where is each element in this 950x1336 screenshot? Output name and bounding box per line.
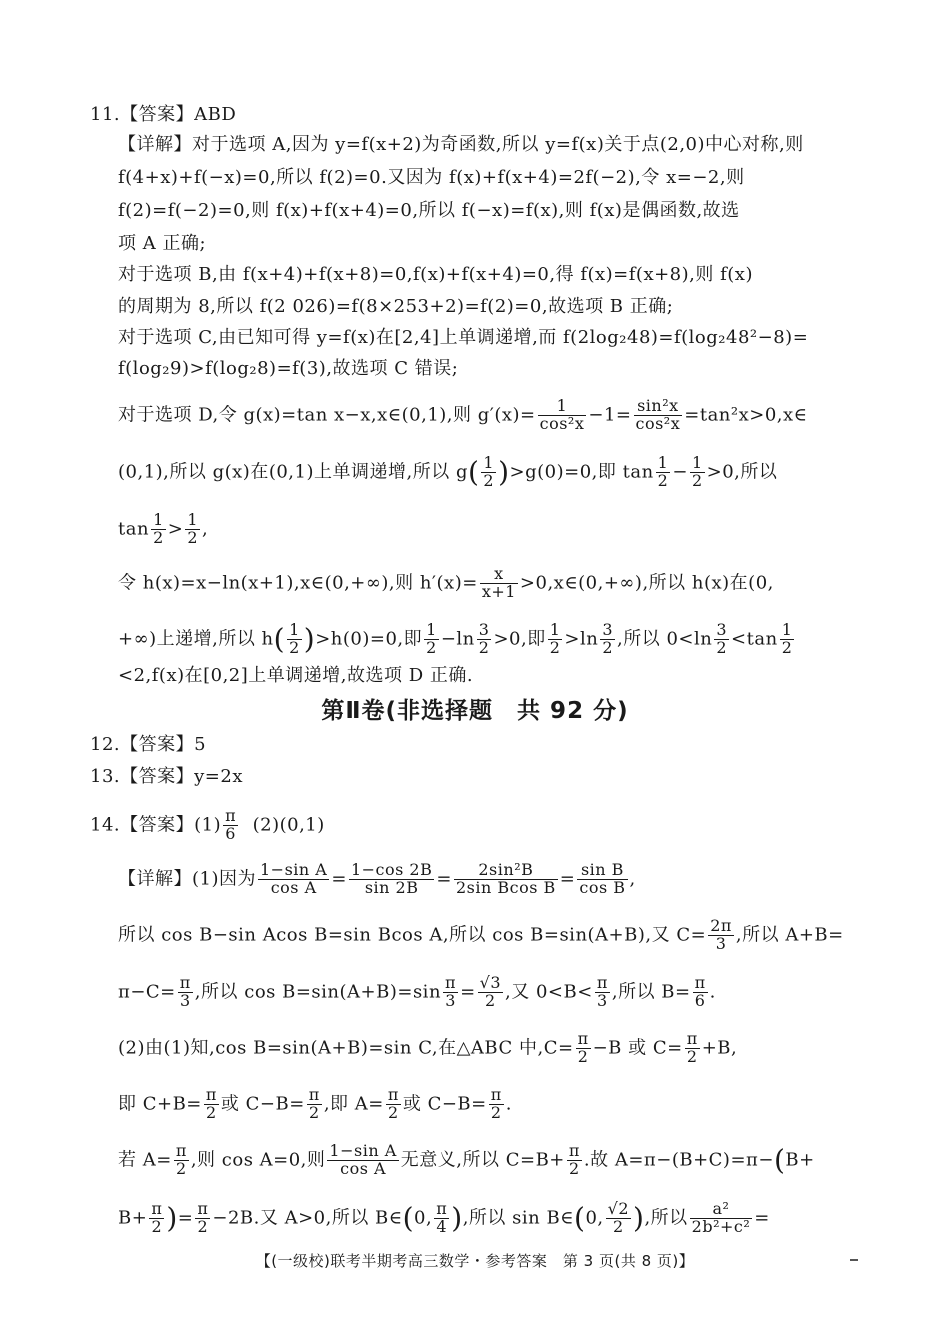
q11-line-6: 的周期为 8,所以 f(2 026)=f(8×253+2)=f(2)=0,故选项 B 正确; bbox=[118, 296, 674, 317]
q11-line-8: f(log₂9)>f(log₂8)=f(3),故选项 C 错误; bbox=[118, 358, 459, 379]
q11-option-d-line-2: (0,1),所以 g(x)在(0,1)上单调递增,所以 g( $\frac{1}{2}$ )>g(0)=0,即 tan $\frac{1}{2}$ − $\frac{1}{2}$ >0,所以 bbox=[118, 453, 778, 490]
q14-line-6: 若 A= $\frac{\pi}{2}$ ,则 cos A=0,则 $\frac{\text{1−sin A}}{\text{cos A}}$ 无意义,所以 C=B+ $\frac{\pi}{2}$ .故 A=π−(B+C)=π−(B+ bbox=[118, 1141, 815, 1178]
q14-line-3: π−C= $\frac{\pi}{3}$ ,所以 cos B=sin(A+B)=sin $\frac{\pi}{3}$ = $\frac{√3}{2}$ ,又 0<B< $\frac{\pi}{3}$ ,所以 B= $\frac{\pi}{6}$ . bbox=[118, 973, 716, 1010]
q14-line-5: 即 C+B= $\frac{\pi}{2}$ 或 C−B= $\frac{\pi}{2}$ ,即 A= $\frac{\pi}{2}$ 或 C−B= $\frac{\pi}{2}$ . bbox=[118, 1085, 512, 1122]
page-footer: 【(一级校)联考半期考高三数学・参考答案 第 3 页(共 8 页)】 bbox=[255, 1252, 695, 1270]
q11-option-d-line-3: tan $\frac{1}{2}$ > $\frac{1}{2}$ , bbox=[118, 510, 209, 547]
corner-mark bbox=[850, 1259, 858, 1261]
q11-line-1: 【详解】对于选项 A,因为 y=f(x+2)为奇函数,所以 y=f(x)关于点(2,0)中心对称,则 bbox=[118, 134, 804, 155]
q14-line-7: B+ $\frac{\pi}{2}$ )= $\frac{\pi}{2}$ −2B.又 A>0,所以 B∈(0, $\frac{\pi}{4}$ ),所以 sin B∈(0, $\frac{√2}{2}$ ),所以 $\frac{\text{a²}}{\text{2b²+c²}}$ = bbox=[118, 1199, 770, 1236]
q11-line-2: f(4+x)+f(−x)=0,所以 f(2)=0.又因为 f(x)+f(x+4)=2f(−2),令 x=−2,则 bbox=[118, 167, 745, 188]
q14-line-2: 所以 cos B−sin Acos B=sin Bcos A,所以 cos B=sin(A+B),又 C= $\frac{2\pi}{3}$ ,所以 A+B= bbox=[118, 916, 844, 953]
q11-h-line-2: +∞)上递增,所以 h( $\frac{1}{2}$ )>h(0)=0,即 $\frac{1}{2}$ −ln $\frac{3}{2}$ >0,即 $\frac{1}{2}$ >ln $\frac{3}{2}$ ,所以 0<ln $\frac{3}{2}$ <tan $\frac{1}{2}$ bbox=[118, 620, 793, 657]
q14-line-4: (2)由(1)知,cos B=sin(A+B)=sin C,在△ABC 中,C= $\frac{\pi}{2}$ −B 或 C= $\frac{\pi}{2}$ +B, bbox=[118, 1029, 738, 1066]
q11-line-3: f(2)=f(−2)=0,则 f(x)+f(x+4)=0,所以 f(−x)=f(x),则 f(x)是偶函数,故选 bbox=[118, 200, 740, 221]
q13-answer: 13.【答案】y=2x bbox=[90, 766, 243, 787]
q14-answer: 14.【答案】(1) $\frac{\pi}{6}$ (2)(0,1) bbox=[90, 806, 325, 843]
section-heading: 第Ⅱ卷(非选择题 共 92 分) bbox=[321, 698, 629, 724]
q11-line-5: 对于选项 B,由 f(x+4)+f(x+8)=0,f(x)+f(x+4)=0,得 f(x)=f(x+8),则 f(x) bbox=[118, 264, 753, 285]
q12-answer: 12.【答案】5 bbox=[90, 734, 207, 755]
q11-option-d-line-1: 对于选项 D,令 g(x)=tan x−x,x∈(0,1),则 g′(x)= $\frac{1}{\text{cos²x}}$ −1= $\frac{\text{sin²x}}{\text{cos²x}}$ =tan²x>0,x∈ bbox=[118, 396, 808, 433]
q11-answer: 11.【答案】ABD bbox=[90, 104, 237, 125]
q11-h-line-1: 令 h(x)=x−ln(x+1),x∈(0,+∞),则 h′(x)= $\frac{x}{x+1}$ >0,x∈(0,+∞),所以 h(x)在(0, bbox=[118, 564, 774, 601]
q11-h-line-3: <2,f(x)在[0,2]上单调递增,故选项 D 正确. bbox=[118, 665, 474, 686]
q11-line-4: 项 A 正确; bbox=[118, 233, 207, 254]
q14-line-1: 【详解】(1)因为 $\frac{\text{1−sin A}}{\text{cos A}}$ = $\frac{1-\cos 2B}{\sin 2B}$ = $\frac{\text{2sin²B}}{\text{2sin Bcos B}}$ = $\frac{\text{sin B}}{\text{cos B}}$ , bbox=[118, 860, 636, 897]
q11-line-7: 对于选项 C,由已知可得 y=f(x)在[2,4]上单调递增,而 f(2log₂48)=f(log₂48²−8)= bbox=[118, 327, 809, 348]
